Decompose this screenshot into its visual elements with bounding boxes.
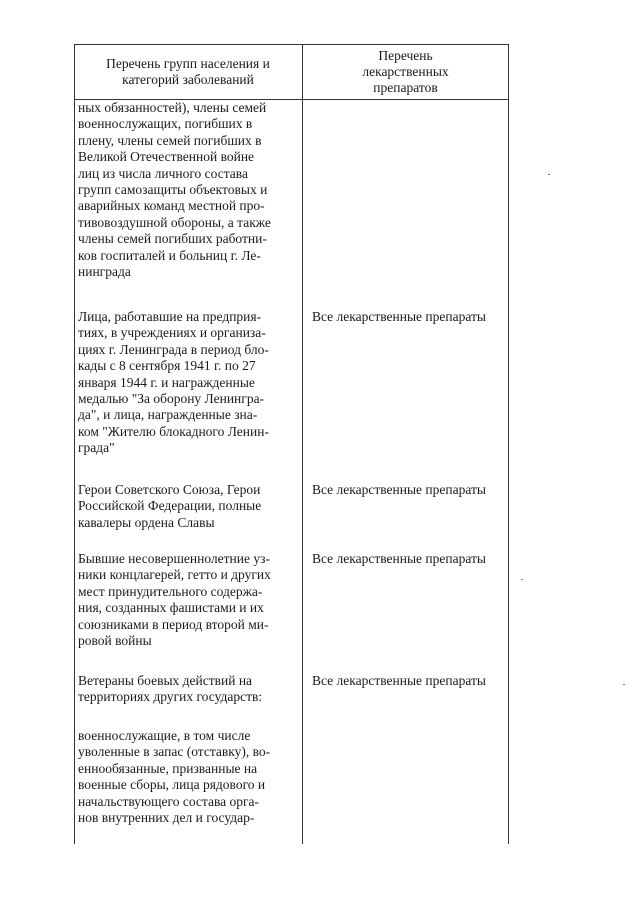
text-line: нов внутренних дел и государ-: [78, 810, 255, 826]
scan-speck: [623, 684, 625, 685]
text-line: тивовоздушной обороны, а также: [78, 214, 271, 230]
text-line: ровой войны: [78, 633, 152, 649]
row-1-groups: [78, 100, 298, 280]
row-5-groups: [78, 673, 298, 706]
table-right-border: [508, 44, 509, 844]
scan-speck: [548, 174, 550, 175]
row-2-drugs: Все лекарственные препараты: [312, 309, 486, 324]
text-line: ком "Жителю блокадного Ленин-: [78, 423, 269, 439]
text-line: тиях, в учреждениях и организа-: [78, 325, 266, 341]
text-line: ков госпиталей и больниц г. Ле-: [78, 247, 261, 263]
table-top-border: [74, 44, 509, 45]
header-col1: [74, 56, 302, 88]
row-4-groups: [78, 551, 298, 649]
row-3-groups: [78, 482, 298, 531]
text-line: еннообязанные, призванные на: [78, 760, 258, 776]
row-5-drugs: Все лекарственные препараты: [312, 673, 486, 688]
header-col2-line: препаратов: [373, 80, 438, 95]
text-line: кавалеры ордена Славы: [78, 514, 215, 530]
row-6-groups: [78, 728, 298, 826]
header-col2-line: Перечень: [378, 48, 433, 63]
text-line: Лица, работавшие на предприя-: [78, 309, 262, 324]
text-line: уволенные в запас (отставку), во-: [78, 744, 271, 760]
header-col1-line: категорий заболеваний: [122, 72, 254, 87]
text-line: нинграда: [78, 264, 131, 280]
text-line: Ветераны боевых действий на: [78, 673, 253, 688]
text-line: ных обязанностей), члены семей: [78, 100, 267, 115]
text-line: Российской Федерации, полные: [78, 498, 262, 514]
text-line: Герои Советского Союза, Герои: [78, 482, 261, 497]
text-line: военнослужащих, погибших в: [78, 116, 253, 132]
text-line: территориях других государств:: [78, 689, 263, 705]
text-line: плену, члены семей погибших в: [78, 132, 262, 148]
text-line: военнослужащие, в том числе: [78, 728, 251, 743]
text-line: ники концлагерей, гетто и других: [78, 567, 271, 583]
text-line: лиц из числа личного состава: [78, 165, 248, 181]
row-2-groups: [78, 309, 298, 457]
table-left-border: [74, 44, 75, 844]
column-divider: [302, 44, 303, 844]
text-line: ния, созданных фашистами и их: [78, 600, 264, 616]
text-line: мест принудительного содержа-: [78, 583, 263, 599]
text-line: Великой Отечественной войне: [78, 149, 255, 165]
scan-speck: [521, 579, 523, 580]
text-line: циях г. Ленинграда в период бло-: [78, 341, 269, 357]
text-line: члены семей погибших работни-: [78, 231, 267, 247]
row-4-drugs: Все лекарственные препараты: [312, 551, 486, 566]
text-line: союзниками в период второй ми-: [78, 616, 269, 632]
text-line: групп самозащиты объектовых и: [78, 182, 268, 198]
text-line: начальствующего состава орга-: [78, 793, 260, 809]
header-col2-line: лекарственных: [362, 64, 449, 79]
row-3-drugs: Все лекарственные препараты: [312, 482, 486, 497]
header-col1-line: Перечень групп населения и: [106, 56, 270, 71]
text-line: аварийных команд местной про-: [78, 198, 265, 214]
text-line: кады с 8 сентября 1941 г. по 27: [78, 358, 256, 374]
text-line: военные сборы, лица рядового и: [78, 777, 266, 793]
text-line: января 1944 г. и награжденные: [78, 374, 255, 390]
text-line: да", и лица, награжденные зна-: [78, 407, 258, 423]
text-line: Бывшие несовершеннолетние уз-: [78, 551, 270, 566]
text-line: града": [78, 440, 115, 456]
header-col2: [302, 48, 509, 96]
text-line: медалью "За оборону Ленингра-: [78, 391, 265, 407]
